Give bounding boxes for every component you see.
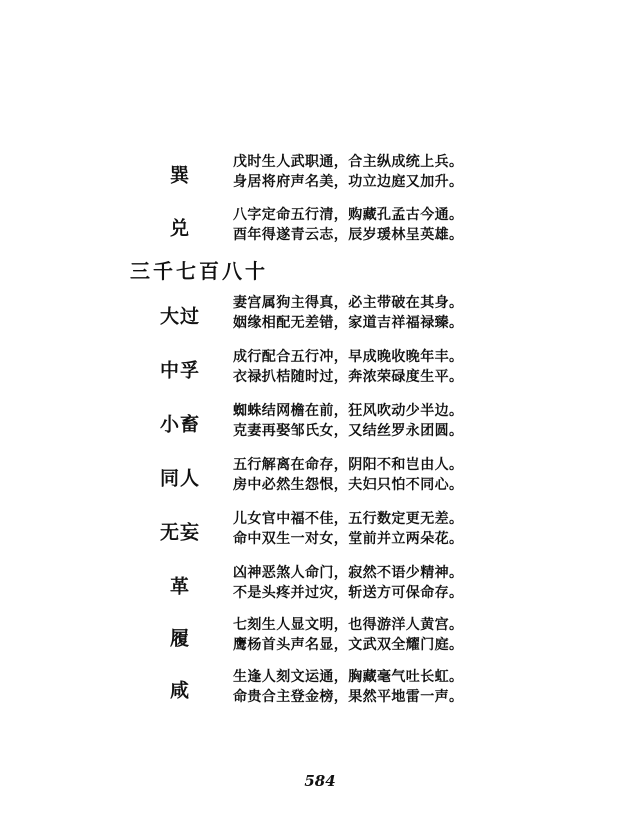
gua-name: 履 (169, 627, 190, 650)
verse-line-2: 命贵合主登金榜，果然平地雷一声。 (233, 689, 464, 705)
entry-daguo (0, 293, 640, 337)
gua-name: 同人 (159, 467, 200, 490)
verse-line-2: 房中必然生怨恨，夫妇只怕不同心。 (233, 477, 464, 493)
entry-zhongfu (0, 347, 640, 391)
verse-line-2: 酉年得遂青云志，辰岁瑗林呈英雄。 (233, 227, 464, 243)
verse (233, 152, 493, 192)
verse (233, 455, 493, 495)
gua-name: 兑 (169, 217, 190, 240)
verse (233, 401, 493, 441)
verse (233, 563, 493, 603)
verse (233, 205, 493, 245)
verse-line-1: 成行配合五行冲，早成晚收晚年丰。 (233, 349, 464, 365)
verse-line-2: 衣禄扒桔随时过，奔浓荣碌度生平。 (233, 369, 464, 385)
page-number: 584 (304, 772, 336, 790)
entry-dui (0, 205, 640, 249)
verse-line-2: 不是头疼并过灾，斩送方可保命存。 (233, 585, 464, 601)
verse-line-1: 戊时生人武职通，合主纵成统上兵。 (233, 154, 464, 170)
verse-line-2: 命中双生一对女，堂前并立两朵花。 (233, 531, 464, 547)
verse (233, 293, 493, 333)
verse-line-1: 五行解离在命存，阴阳不和岂由人。 (233, 457, 464, 473)
verse-line-1: 生逢人刻文运通，胸藏毫气吐长虹。 (233, 669, 464, 685)
entry-ge (0, 563, 640, 607)
verse-line-1: 儿女官中福不佳，五行数定更无差。 (233, 511, 464, 527)
entry-xun (0, 152, 640, 196)
verse (233, 615, 493, 655)
verse-line-1: 妻宫属狗主得真，必主带破在其身。 (233, 295, 464, 311)
gua-name: 大过 (159, 305, 200, 328)
gua-name: 革 (169, 575, 190, 598)
verse-line-2: 姻缘相配无差错，家道吉祥福禄臻。 (233, 315, 464, 331)
gua-name: 中孚 (159, 359, 200, 382)
verse-line-1: 八字定命五行清，购藏孔孟古今通。 (233, 207, 464, 223)
verse-line-2: 鹰杨首头声名显，文武双全耀门庭。 (233, 637, 464, 653)
entry-lv (0, 615, 640, 659)
entry-tongren (0, 455, 640, 499)
verse-line-1: 凶神恶煞人命门，寂然不语少精神。 (233, 565, 464, 581)
verse-line-2: 克妻再娶邹氏女，又结丝罗永团圆。 (233, 423, 464, 439)
gua-name: 无妄 (159, 521, 200, 544)
verse-line-1: 蜘蛛结网檐在前，狂风吹动少半边。 (233, 403, 464, 419)
gua-name: 小畜 (159, 413, 200, 436)
entry-xiaoxu (0, 401, 640, 445)
verse (233, 509, 493, 549)
verse (233, 667, 493, 707)
gua-name: 咸 (169, 679, 190, 702)
verse (233, 347, 493, 387)
verse-line-2: 身居将府声名美，功立边庭又加升。 (233, 174, 464, 190)
entry-wuwang (0, 509, 640, 553)
gua-name: 巽 (169, 164, 190, 187)
verse-line-1: 七刻生人显文明，也得游洋人黄宫。 (233, 617, 464, 633)
section-title: 三千七百八十 (130, 259, 268, 283)
entry-xian (0, 667, 640, 711)
